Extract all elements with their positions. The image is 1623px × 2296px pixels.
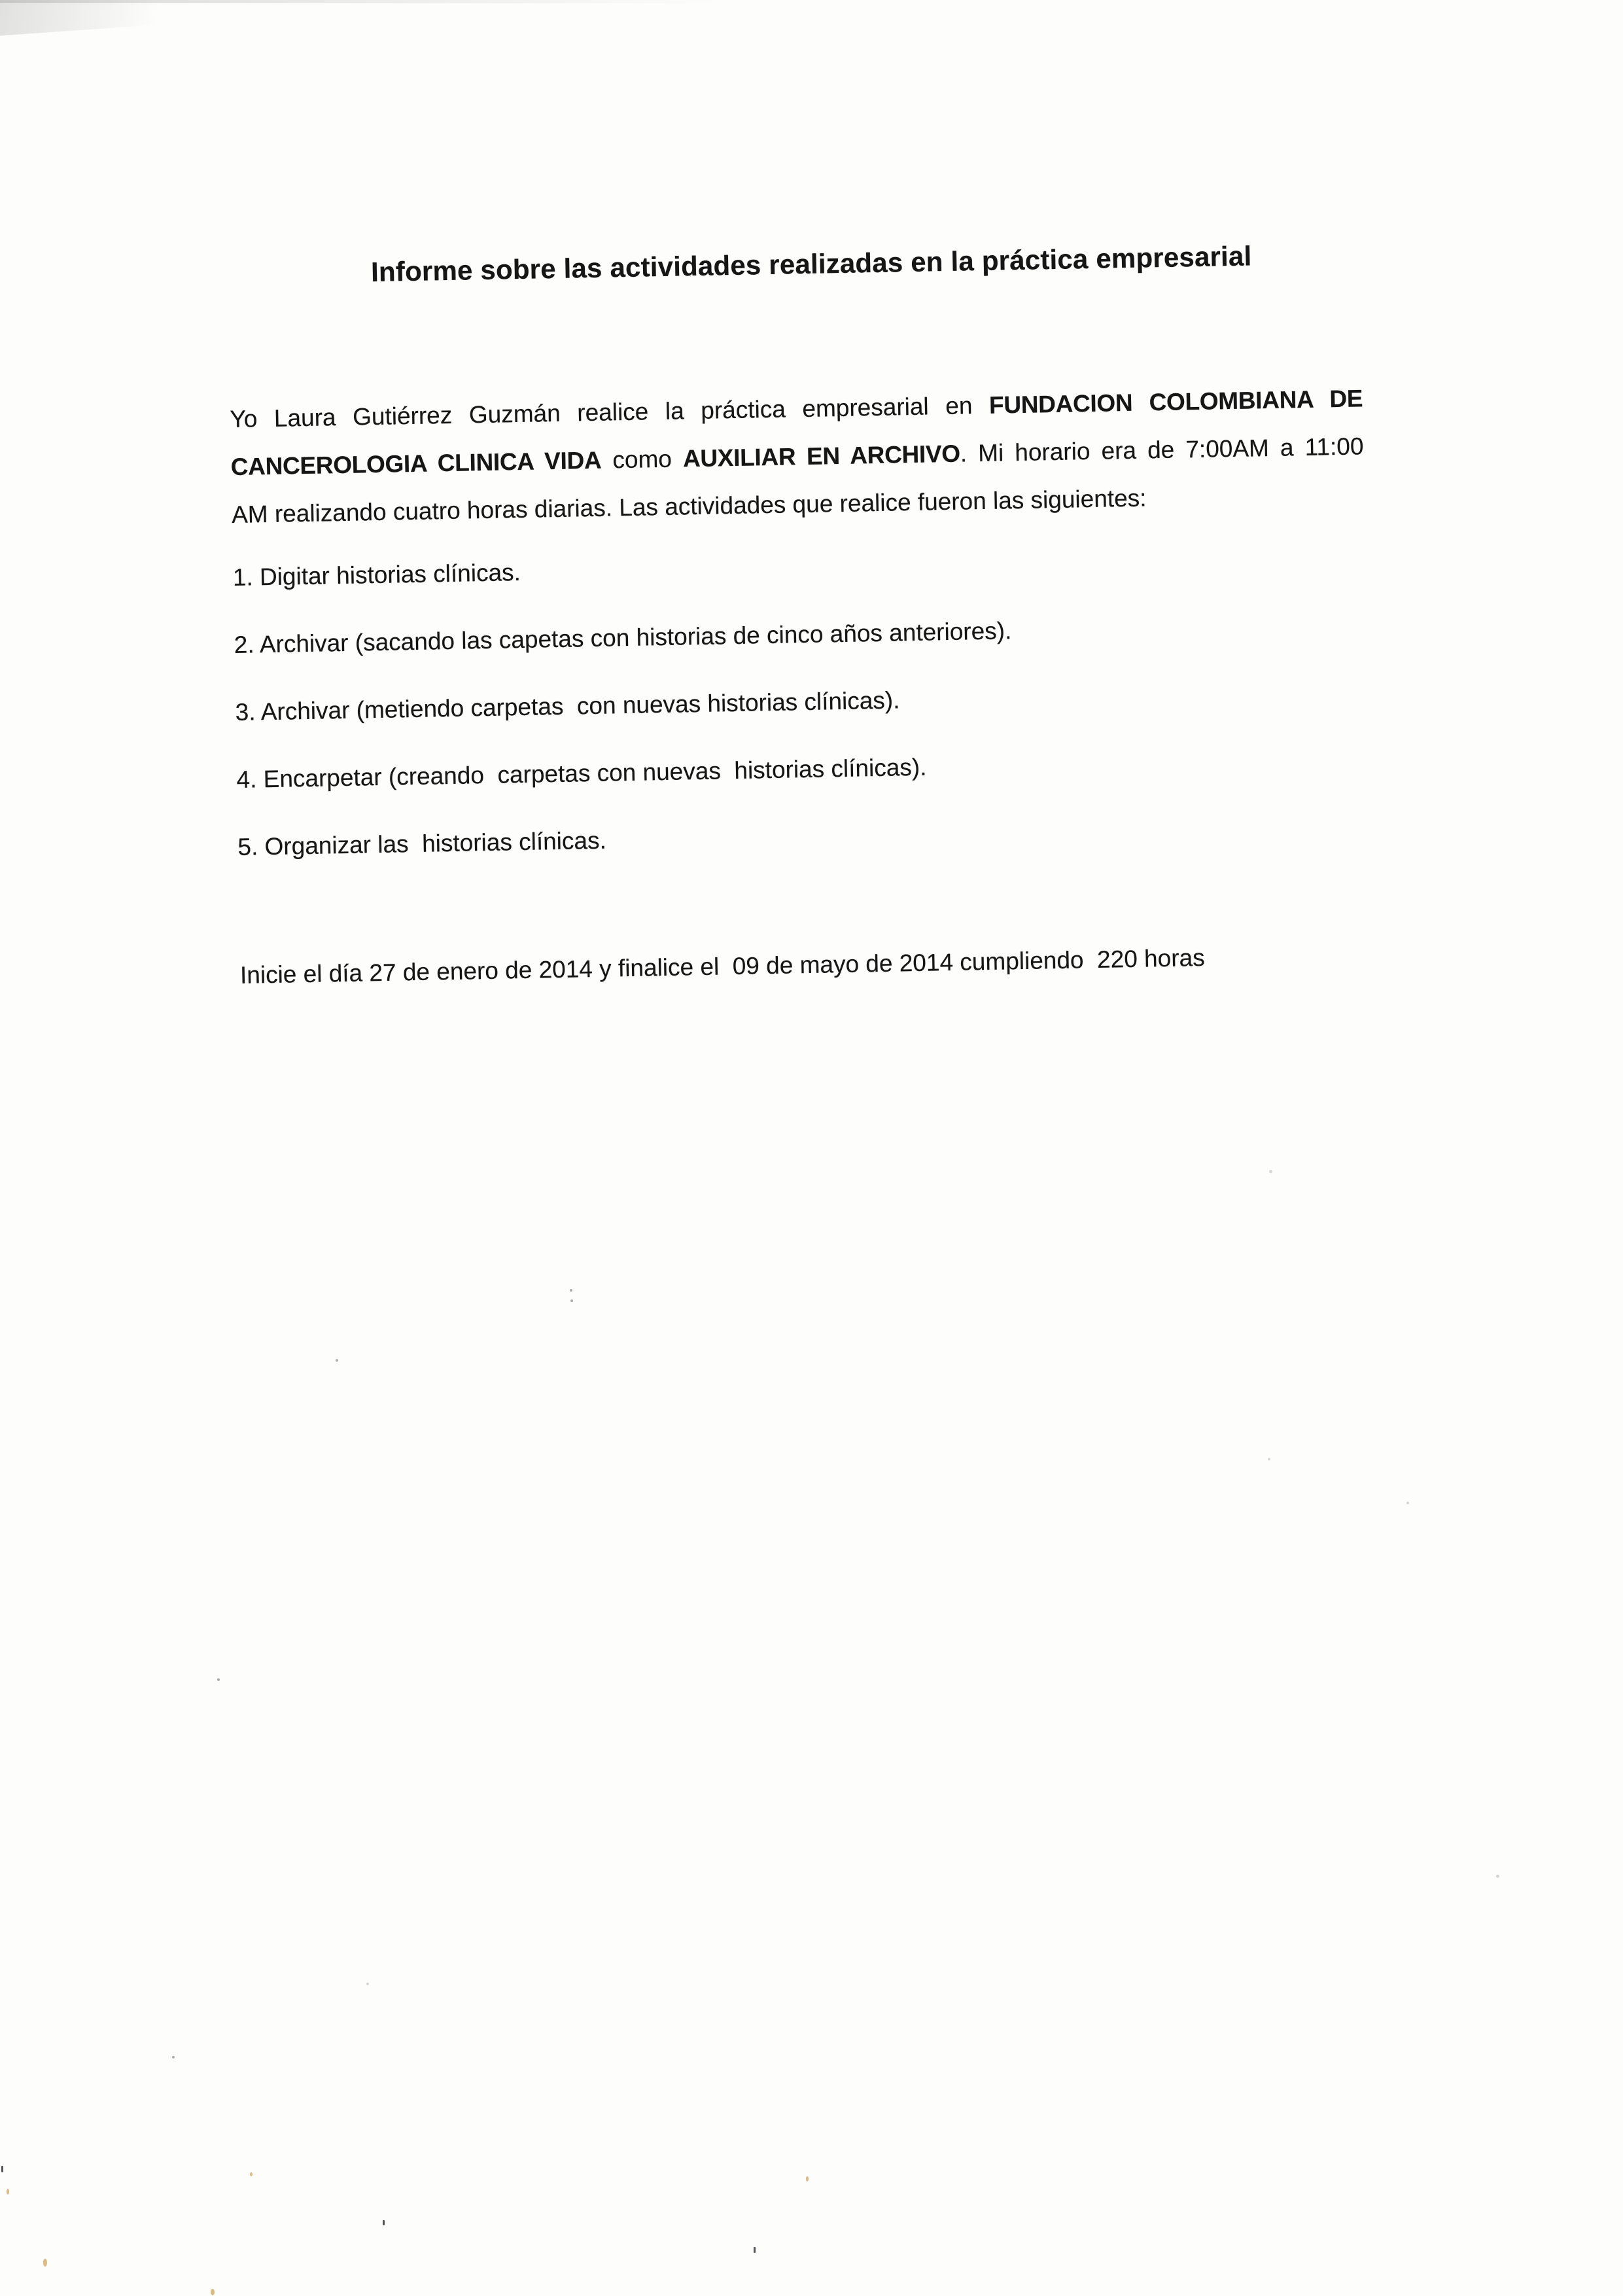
scan-speck bbox=[570, 1299, 573, 1302]
scan-speck bbox=[7, 2189, 9, 2195]
intro-line-2-regular: como bbox=[601, 445, 684, 474]
scan-speck bbox=[754, 2247, 756, 2253]
intro-line-3: AM realizando cuatro horas diarias. Las actividades que realice fueron las siguientes: bbox=[231, 484, 1147, 529]
scan-speck bbox=[336, 1359, 338, 1362]
scan-speck bbox=[1268, 1458, 1270, 1460]
scan-speck bbox=[43, 2259, 47, 2267]
scan-speck bbox=[806, 2176, 809, 2181]
activity-item-4: 4. Encarpetar (creando carpetas con nuevas historias clínicas). bbox=[236, 753, 927, 794]
scan-speck bbox=[1496, 1875, 1499, 1878]
scan-speck bbox=[211, 2289, 215, 2295]
scan-speck bbox=[383, 2220, 385, 2225]
intro-paragraph bbox=[230, 374, 1365, 539]
scan-speck bbox=[366, 1983, 369, 1985]
closing-line: Inicie el día 27 de enero de 2014 y finalice el 09 de mayo de 2014 cumpliendo 220 horas bbox=[239, 944, 1206, 989]
company-name-part-1: FUNDACION COLOMBIANA DE bbox=[988, 385, 1363, 419]
activities-list bbox=[232, 533, 1389, 891]
intro-line-1-regular: Yo Laura Gutiérrez Guzmán realice la práctica empresarial en bbox=[230, 391, 990, 433]
scan-speck bbox=[1269, 1170, 1272, 1173]
activity-item-2: 2. Archivar (sacando las capetas con historias de cinco años anteriores). bbox=[234, 617, 1012, 659]
scan-edge-shadow bbox=[0, 0, 720, 3]
scan-speck bbox=[172, 2056, 175, 2058]
scan-speck bbox=[570, 1289, 572, 1292]
scan-speck bbox=[217, 1678, 220, 1681]
scan-speck bbox=[1, 2166, 3, 2172]
activity-item-5: 5. Organizar las historias clínicas. bbox=[237, 826, 607, 860]
activity-item-1: 1. Digitar historias clínicas. bbox=[232, 559, 521, 592]
company-name-part-2: CANCEROLOGIA CLINICA VIDA bbox=[230, 446, 602, 481]
intro-line-2-tail: . Mi horario era de 7:00AM a 11:00 bbox=[960, 433, 1364, 467]
activity-item-3: 3. Archivar (metiendo carpetas con nuevas historias clínicas). bbox=[235, 686, 900, 726]
scan-speck bbox=[1406, 1502, 1409, 1504]
scan-speck bbox=[250, 2172, 253, 2176]
document-title: Informe sobre las actividades realizadas en la práctica empresarial bbox=[370, 240, 1252, 288]
role-name: AUXILIAR EN ARCHIVO bbox=[682, 440, 961, 472]
